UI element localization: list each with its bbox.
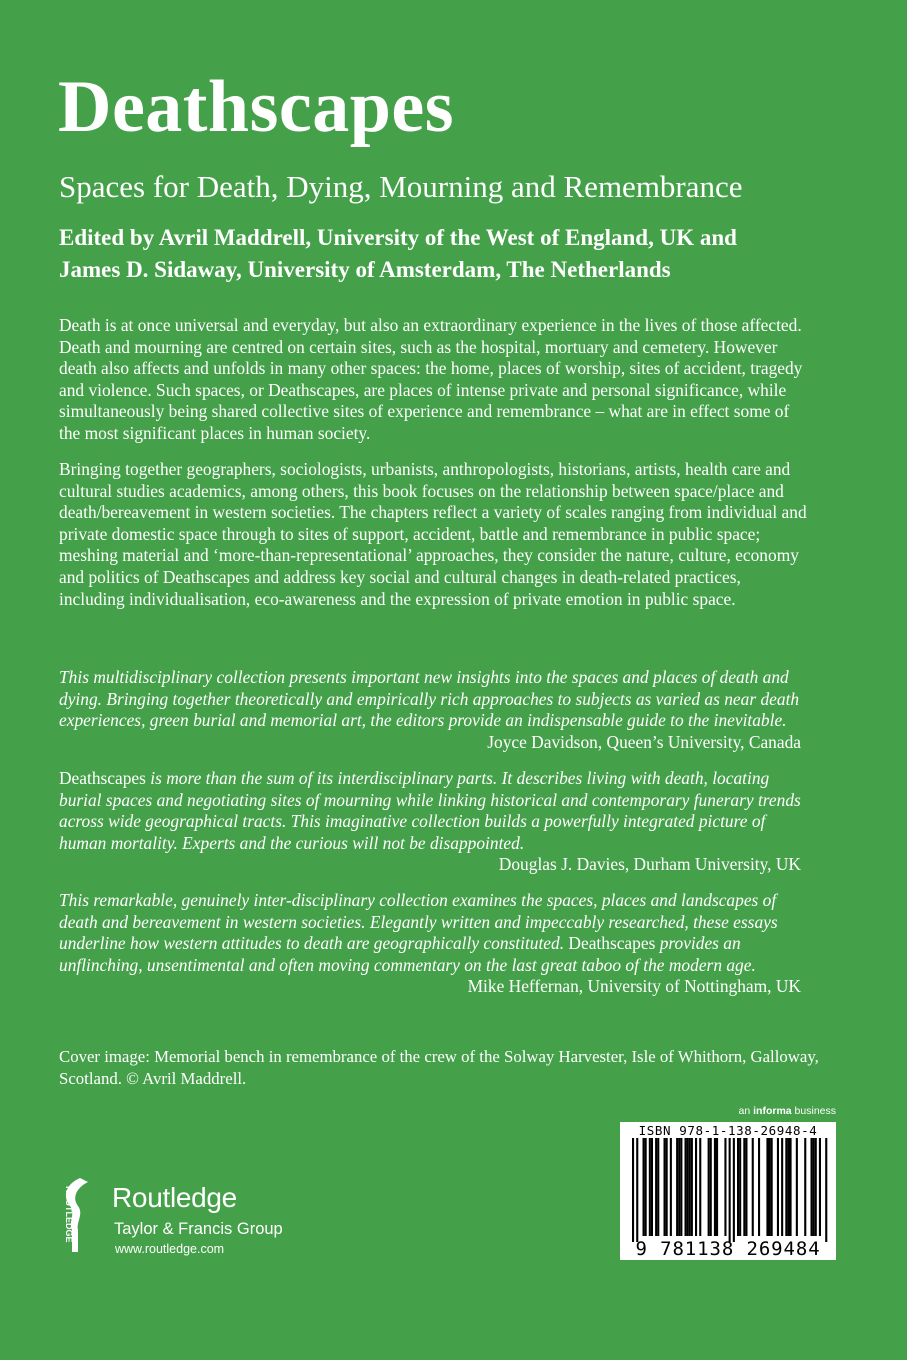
- endorsement-book-title: Deathscapes: [568, 933, 656, 954]
- barcode-bar: [710, 1138, 712, 1236]
- endorsement-text-part-b: provides an unflinching, unsentimental and often moving commentary on the last great taboo of the modern age.: [59, 933, 756, 975]
- barcode-bar: [769, 1138, 771, 1236]
- barcode-bar: [777, 1138, 779, 1236]
- barcode-bar: [811, 1138, 813, 1236]
- publisher-group: Taylor & Francis Group: [114, 1220, 283, 1238]
- barcode-bar: [643, 1138, 645, 1236]
- book-title: Deathscapes: [58, 66, 455, 148]
- isbn-label: ISBN 978-1-138-26948-4: [638, 1123, 818, 1138]
- editors-line-2: James D. Sidaway, University of Amsterdam, The Netherlands: [59, 257, 671, 282]
- barcode-bar: [687, 1138, 689, 1236]
- barcode-bar: [737, 1138, 739, 1236]
- barcode-bar: [689, 1138, 691, 1236]
- isbn-digits: 9 781138 269484: [635, 1238, 821, 1260]
- endorsement-text: This multidisciplinary collection presents important new insights into the spaces and places of death and dying. Bringing together theoretically and empirically rich approaches to subjects as varied as near death experiences, green burial and memorial art, the editors provide an indispensable guide to the inevitable.: [59, 667, 800, 731]
- informa-brand: informa: [753, 1105, 792, 1117]
- barcode-bar: [781, 1138, 783, 1236]
- barcode-bar: [651, 1138, 653, 1236]
- barcode-bar: [708, 1138, 710, 1236]
- publisher-block: [58, 1176, 318, 1256]
- description-paragraph-1: Death is at once universal and everyday, but also an extraordinary experience in the lives of those affected. Death and mourning are centred on certain sites, such as the hospital, mortuary and cemetery. However death also affects and unfolds in many other spaces: the home, places of worship, sites of accident, tragedy and violence. Such spaces, or Deathscapes, are places of intense private and personal significance, while simultaneously being shared collective sites of experience and remembrance – what are in effect some of the most significant places in human society.: [59, 315, 803, 443]
- barcode-bar: [678, 1138, 680, 1236]
- barcode-bar: [790, 1138, 792, 1236]
- barcode-bar: [745, 1138, 747, 1236]
- barcode-bar: [758, 1138, 760, 1236]
- barcode-bar: [649, 1138, 651, 1236]
- barcode-bar: [804, 1138, 806, 1236]
- endorsement-3: [59, 890, 809, 998]
- publisher-name: Routledge: [112, 1182, 237, 1213]
- barcode-bar: [676, 1138, 678, 1236]
- endorsement-text-body: is more than the sum of its interdisciplinary parts. It describes living with death, locating burial spaces and negotiating sites of mourning while linking historical and contemporary funerary trends across wide geographical tracts. This imaginative collection builds a powerfully integrated picture of human mortality. Experts and the curious will not be disappointed.: [59, 768, 801, 853]
- endorsement-book-title: Deathscapes: [59, 768, 146, 788]
- endorsement-2: [59, 768, 809, 876]
- barcode-bar: [657, 1138, 659, 1236]
- informa-business-tagline: [739, 1105, 836, 1117]
- barcode-bar: [813, 1138, 815, 1236]
- barcode-bar: [825, 1138, 827, 1242]
- barcode-bar: [752, 1138, 754, 1236]
- routledge-logo-text: ROUTLEDGE: [64, 1186, 74, 1243]
- barcode-bar: [743, 1138, 745, 1236]
- barcode-bar: [699, 1138, 701, 1236]
- cover-image-credit: Cover image: Memorial bench in remembrance of the crew of the Solway Harvester, Isle of Whithorn, Galloway, Scotland. © Avril Maddrell.: [59, 1047, 819, 1088]
- book-subtitle: Spaces for Death, Dying, Mourning and Remembrance: [59, 169, 743, 204]
- barcode-bar: [716, 1138, 718, 1236]
- endorsement-text-part-a: This remarkable, genuinely inter-disciplinary collection examines the spaces, places and landscapes of death and bereavement in western societies. Elegantly written and impeccably researched, these essays underline how western attitudes to death are geographically constituted.: [59, 890, 778, 954]
- barcode-bar: [685, 1138, 687, 1236]
- editors-line-1: Edited by Avril Maddrell, University of the West of England, UK and: [59, 225, 737, 250]
- endorsement-1: [59, 667, 809, 753]
- barcode-bar: [666, 1138, 668, 1236]
- barcode-bar: [680, 1138, 682, 1236]
- barcode-bar: [787, 1138, 789, 1236]
- barcode-bar: [766, 1138, 768, 1236]
- barcode-bar: [695, 1138, 697, 1236]
- barcode-bar: [796, 1138, 798, 1236]
- barcode-bar: [670, 1138, 672, 1236]
- barcode-bar: [815, 1138, 817, 1236]
- barcode-bar: [691, 1138, 693, 1236]
- description-paragraph-2: Bringing together geographers, sociologists, urbanists, anthropologists, historians, artists, health care and cultural studies academics, among others, this book focuses on the relationship between space/place and death/bereavement in western societies. The chapters reflect a variety of scales ranging from individual and private domestic space through to sites of support, accident, battle and remembrance in public space; meshing material and ‘more-than-representational’ approaches, they consider the nature, culture, economy and politics of Deathscapes and address key social and cultural changes in death-related practices, including individualisation, eco-awareness and the expression of private emotion in public space.: [59, 459, 807, 609]
- endorsement-text: [59, 768, 809, 854]
- barcode-bar: [724, 1138, 726, 1236]
- barcode-bar: [632, 1138, 634, 1242]
- barcode-bar: [771, 1138, 773, 1236]
- endorsement-text: [59, 890, 809, 976]
- barcode-bar: [729, 1138, 731, 1242]
- barcode-bar: [819, 1138, 821, 1236]
- isbn-barcode: [620, 1122, 836, 1260]
- barcode-bars: [628, 1138, 828, 1242]
- barcode-bar: [739, 1138, 741, 1236]
- informa-prefix: an: [738, 1105, 754, 1117]
- informa-suffix: business: [791, 1105, 836, 1117]
- barcode-bar: [785, 1138, 787, 1236]
- barcode-bar: [645, 1138, 647, 1236]
- barcode-bar: [733, 1138, 735, 1242]
- publisher-url: www.routledge.com: [115, 1242, 225, 1256]
- barcode-bar: [714, 1138, 716, 1236]
- barcode-bar: [664, 1138, 666, 1236]
- barcode-bar: [636, 1138, 638, 1242]
- endorsement-attribution: Mike Heffernan, University of Nottingham, UK: [467, 976, 801, 997]
- barcode-bar: [655, 1138, 657, 1236]
- routledge-logo-icon: [58, 1178, 102, 1252]
- endorsement-attribution: Joyce Davidson, Queen’s University, Canada: [487, 731, 801, 752]
- editors: [59, 222, 859, 286]
- endorsement-attribution: Douglas J. Davies, Durham University, UK: [498, 854, 801, 875]
